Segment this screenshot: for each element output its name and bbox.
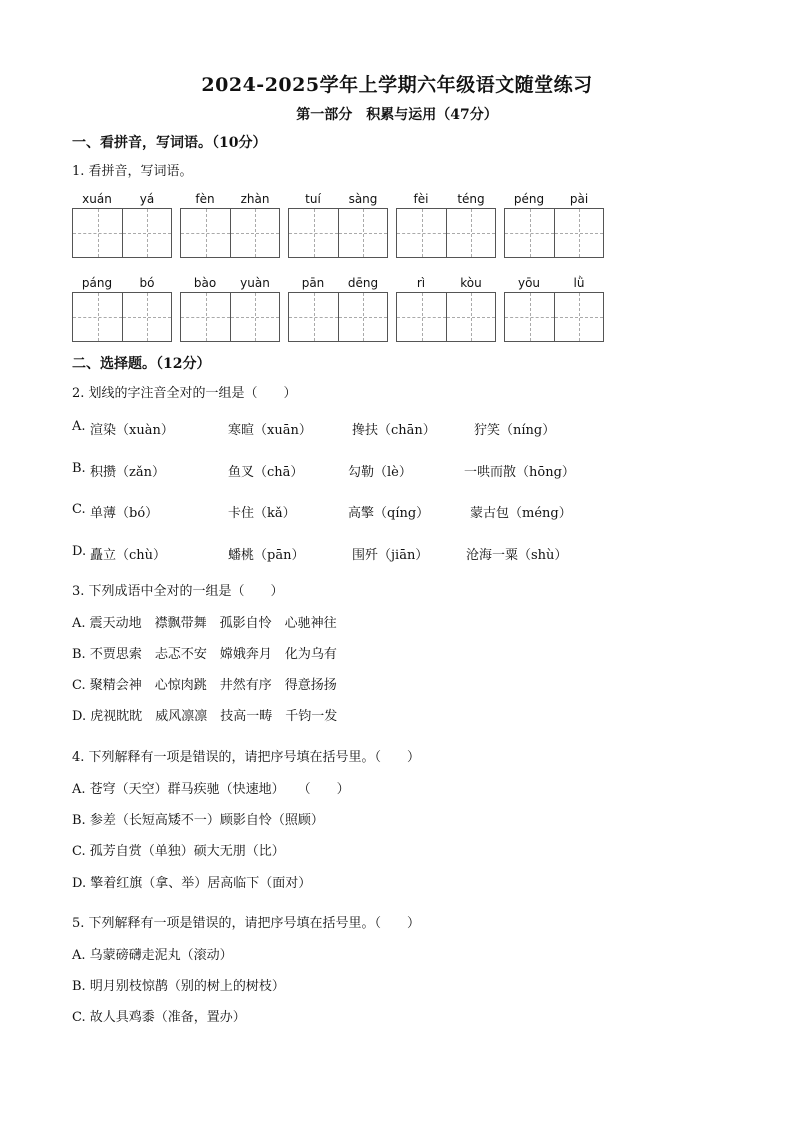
writing-box[interactable] — [554, 293, 603, 341]
writing-box[interactable] — [122, 293, 171, 341]
writing-box[interactable] — [338, 209, 387, 257]
writing-box[interactable] — [505, 209, 554, 257]
pinyin-group — [72, 276, 172, 342]
writing-box[interactable] — [554, 209, 603, 257]
option-item: 蒙古包（méng） — [470, 506, 572, 521]
part-subtitle: 第一部分 积累与运用（47分） — [296, 107, 498, 123]
pinyin-label: lǜ — [573, 276, 585, 290]
pinyin-label: bào — [193, 276, 217, 290]
option-item: 围歼（jiān） — [352, 548, 429, 563]
section-heading-1: 一、看拼音，写词语。（10分） — [72, 135, 267, 151]
pinyin-label: rì — [416, 276, 426, 290]
q5-option-a: A. 乌蒙磅礴走泥丸（滚动） — [72, 948, 233, 963]
pinyin-label: kòu — [460, 276, 482, 290]
option-item: 沧海一粟（shù） — [466, 548, 568, 563]
option-item: 狞笑（níng） — [474, 423, 556, 438]
option-label: C. — [72, 502, 86, 517]
pinyin-label: xuán — [82, 192, 112, 206]
writing-box[interactable] — [181, 293, 230, 341]
page-title: 2024-2025学年上学期六年级语文随堂练习 — [201, 74, 593, 96]
pinyin-label: fèi — [413, 192, 429, 206]
writing-box[interactable] — [289, 293, 338, 341]
pinyin-label: pài — [569, 192, 589, 206]
section-heading-2: 二、选择题。（12分） — [72, 356, 211, 372]
q4-option-b: B. 参差（长短高矮不一）顾影自怜（照顾） — [72, 813, 324, 828]
pinyin-group — [180, 276, 280, 342]
option-item: 卡住（kǎ） — [228, 506, 296, 521]
pinyin-label: pān — [301, 276, 325, 290]
q3-option-b: B. 不贾思索 忐忑不安 嫦娥奔月 化为乌有 — [72, 647, 337, 662]
pinyin-label: fèn — [195, 192, 215, 206]
writing-box[interactable] — [73, 209, 122, 257]
option-item: 勾勒（lè） — [348, 465, 412, 480]
question-3-stem: 3. 下列成语中全对的一组是（ ） — [72, 584, 284, 599]
option-item: 积攒（zǎn） — [90, 465, 165, 480]
writing-box[interactable] — [122, 209, 171, 257]
q4-option-c: C. 孤芳自赏（单独）硕大无朋（比） — [72, 844, 285, 859]
pinyin-label: sàng — [348, 192, 378, 206]
pinyin-label: tuí — [305, 192, 321, 206]
option-item: 搀扶（chān） — [352, 423, 436, 438]
q3-option-c: C. 聚精会神 心惊肉跳 井然有序 得意扬扬 — [72, 678, 337, 693]
pinyin-group — [288, 276, 388, 342]
pinyin-row-1 — [72, 192, 604, 258]
writing-box[interactable] — [73, 293, 122, 341]
writing-box[interactable] — [230, 209, 279, 257]
pinyin-label: yuàn — [240, 276, 270, 290]
pinyin-group — [396, 276, 496, 342]
question-5-stem: 5. 下列解释有一项是错误的，请把序号填在括号里。（ ） — [72, 916, 421, 931]
pinyin-group — [180, 192, 280, 258]
pinyin-group — [72, 192, 172, 258]
pinyin-label: bó — [139, 276, 155, 290]
option-item: 高擎（qíng） — [348, 506, 430, 521]
q4-option-d: D. 擎着红旗（拿、举）居高临下（面对） — [72, 876, 312, 891]
option-item: 寒暄（xuān） — [228, 423, 312, 438]
writing-box[interactable] — [397, 293, 446, 341]
writing-box[interactable] — [181, 209, 230, 257]
pinyin-group — [504, 276, 604, 342]
option-label: A. — [72, 419, 86, 434]
question-4-stem: 4. 下列解释有一项是错误的，请把序号填在括号里。（ ） — [72, 750, 421, 765]
writing-box[interactable] — [289, 209, 338, 257]
option-item: 渲染（xuàn） — [90, 423, 174, 438]
pinyin-label: páng — [81, 276, 113, 290]
option-item: 蟠桃（pān） — [228, 548, 305, 563]
pinyin-group — [288, 192, 388, 258]
pinyin-label: téng — [457, 192, 485, 206]
pinyin-label: péng — [513, 192, 545, 206]
pinyin-label: dēng — [347, 276, 379, 290]
writing-box[interactable] — [338, 293, 387, 341]
pinyin-label: zhàn — [240, 192, 270, 206]
q5-option-b: B. 明月别枝惊鹊（别的树上的树枝） — [72, 979, 285, 994]
question-2-stem: 2. 划线的字注音全对的一组是（ ） — [72, 386, 297, 401]
pinyin-group — [396, 192, 496, 258]
option-item: 一哄而散（hōng） — [464, 465, 575, 480]
option-item: 鱼叉（chā） — [228, 465, 304, 480]
option-item: 单薄（bó） — [90, 506, 159, 521]
pinyin-label: yōu — [517, 276, 541, 290]
option-item: 矗立（chù） — [90, 548, 167, 563]
q3-option-d: D. 虎视眈眈 威风凛凛 技高一畴 千钧一发 — [72, 709, 338, 724]
pinyin-label: yá — [139, 192, 155, 206]
pinyin-row-2 — [72, 276, 604, 342]
option-label: D. — [72, 544, 87, 559]
writing-box[interactable] — [446, 209, 495, 257]
writing-box[interactable] — [230, 293, 279, 341]
writing-box[interactable] — [505, 293, 554, 341]
q4-option-a: A. 苍穹（天空）群马疾驰（快速地） （ ） — [72, 782, 350, 797]
question-1-stem: 1. 看拼音，写词语。 — [72, 164, 193, 179]
option-label: B. — [72, 461, 86, 476]
q3-option-a: A. 震天动地 襟飘带舞 孤影自怜 心驰神往 — [72, 616, 337, 631]
q5-option-c: C. 故人具鸡黍（准备，置办） — [72, 1010, 246, 1025]
pinyin-group — [504, 192, 604, 258]
writing-box[interactable] — [397, 209, 446, 257]
writing-box[interactable] — [446, 293, 495, 341]
